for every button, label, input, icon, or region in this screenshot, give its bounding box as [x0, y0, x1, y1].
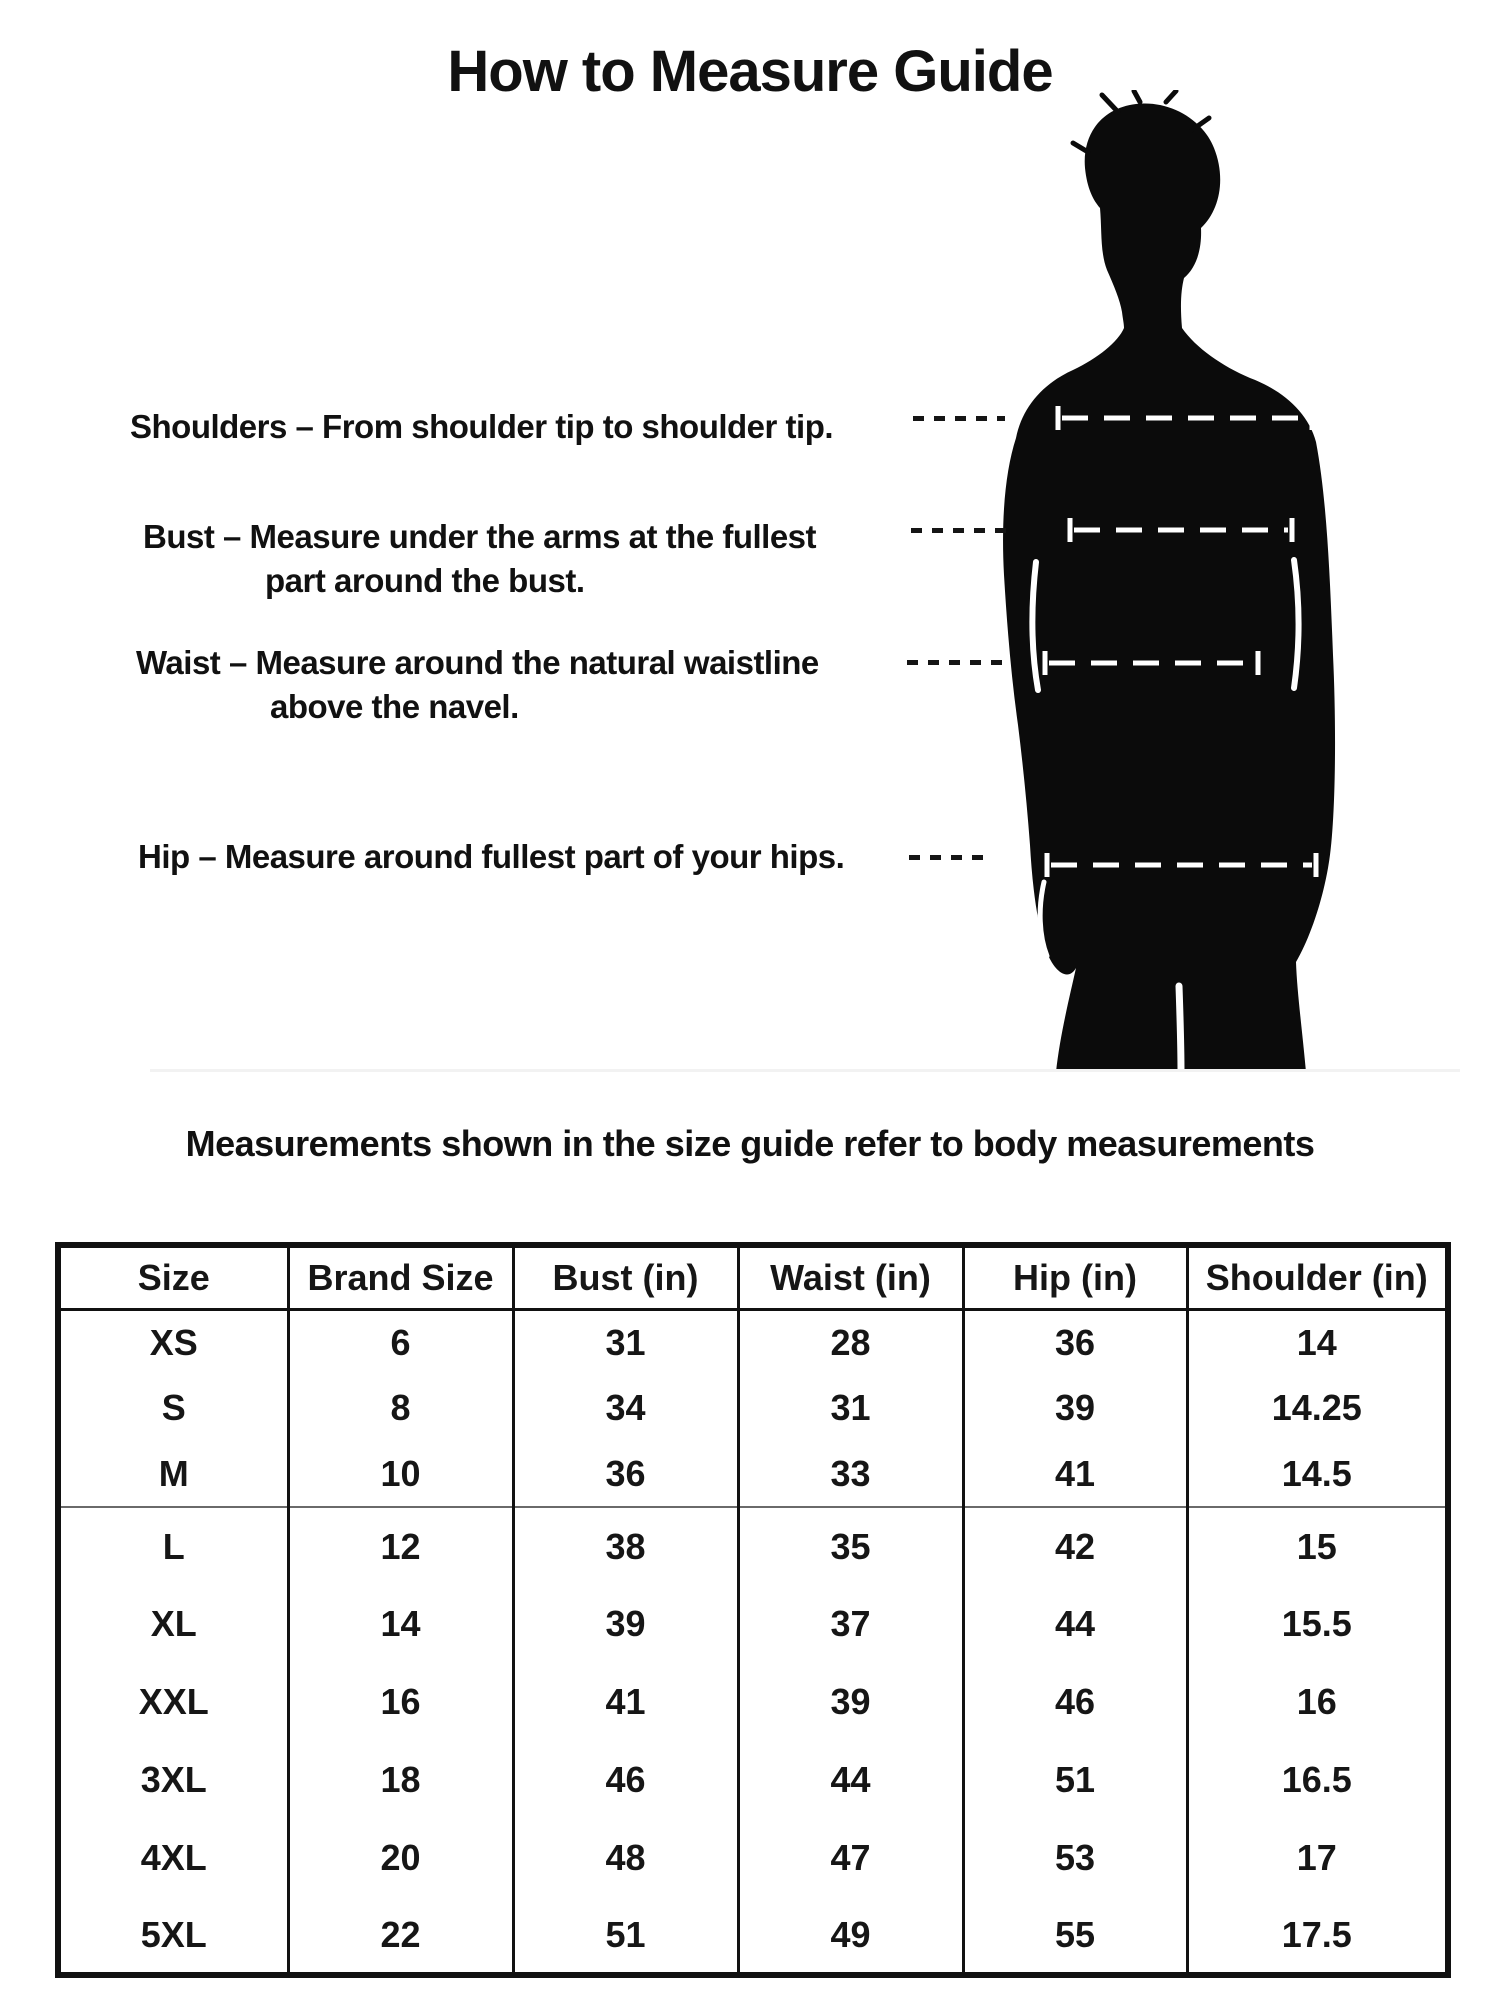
- table-cell: 51: [963, 1741, 1187, 1819]
- table-cell: 44: [963, 1585, 1187, 1663]
- column-header: Size: [137, 1256, 210, 1298]
- table-cell: 39: [963, 1375, 1187, 1441]
- table-cell: 39: [513, 1585, 738, 1663]
- table-cell: 16: [288, 1663, 513, 1741]
- bust-label-text: Bust – Measure under the arms at the fullest: [143, 518, 817, 555]
- column-header: Waist (in): [738, 1245, 963, 1309]
- table-cell: 8: [288, 1375, 513, 1441]
- hip-label-text: Hip – Measure around fullest part of your hips.: [138, 838, 845, 875]
- table-cell: 47: [738, 1819, 963, 1897]
- table-cell: 15.5: [1187, 1585, 1448, 1663]
- table-row: [58, 1585, 1448, 1663]
- table-cell: 22: [288, 1897, 513, 1975]
- table-cell: 4XL: [140, 1837, 207, 1878]
- table-row: [58, 1897, 1448, 1975]
- table-cell: 48: [513, 1819, 738, 1897]
- table-row: [58, 1819, 1448, 1897]
- table-cell: 6: [288, 1309, 513, 1375]
- table-cell: 36: [513, 1441, 738, 1507]
- table-cell: 44: [738, 1741, 963, 1819]
- figure-cutoff-edge: [150, 1069, 1460, 1072]
- table-cell: 41: [963, 1441, 1187, 1507]
- page-title: How to Measure Guide: [447, 39, 1053, 104]
- table-cell: 14: [1187, 1309, 1448, 1375]
- table-cell: 51: [513, 1897, 738, 1975]
- table-cell: 14.5: [1187, 1441, 1448, 1507]
- table-row: [58, 1507, 1448, 1585]
- table-row: [58, 1375, 1448, 1441]
- table-cell: 42: [963, 1507, 1187, 1585]
- table-cell: S: [161, 1387, 186, 1428]
- table-row: [58, 1741, 1448, 1819]
- table-cell: 16.5: [1187, 1741, 1448, 1819]
- table-cell: 3XL: [140, 1759, 207, 1800]
- table-cell: 14.25: [1187, 1375, 1448, 1441]
- table-cell: 53: [963, 1819, 1187, 1897]
- table-cell: XS: [149, 1321, 198, 1363]
- table-cell: 10: [288, 1441, 513, 1507]
- table-row: [58, 1663, 1448, 1741]
- size-chart-table: [55, 1242, 1451, 1978]
- table-cell: M: [158, 1452, 189, 1494]
- bust-leader-line: [911, 528, 1008, 533]
- table-row: [58, 1309, 1448, 1375]
- table-cell: 37: [738, 1585, 963, 1663]
- table-cell: 28: [738, 1309, 963, 1375]
- bust-label-text-2: part around the bust.: [265, 562, 585, 599]
- table-cell: L: [162, 1525, 185, 1567]
- table-cell: 12: [288, 1507, 513, 1585]
- shoulders-leader-line: [913, 416, 1005, 421]
- table-cell: 15: [1187, 1507, 1448, 1585]
- column-header: Hip (in): [963, 1245, 1187, 1309]
- body-measurements-note: Measurements shown in the size guide refer to body measurements: [185, 1123, 1315, 1164]
- table-cell: 34: [513, 1375, 738, 1441]
- column-header: Shoulder (in): [1187, 1245, 1448, 1309]
- table-cell: 55: [963, 1897, 1187, 1975]
- table-cell: 46: [513, 1741, 738, 1819]
- table-row: [58, 1441, 1448, 1507]
- table-cell: XL: [150, 1603, 197, 1644]
- table-cell: 35: [738, 1507, 963, 1585]
- hip-leader-line: [909, 855, 985, 860]
- table-cell: 17.5: [1187, 1897, 1448, 1975]
- waist-label: [136, 641, 819, 729]
- waist-leader-line: [907, 660, 1005, 665]
- shoulders-label-text: Shoulders – From shoulder tip to shoulder tip.: [130, 408, 834, 445]
- table-cell: 5XL: [140, 1913, 207, 1955]
- table-cell: 31: [513, 1309, 738, 1375]
- waist-label-text: Waist – Measure around the natural waistline: [136, 644, 819, 681]
- table-cell: 39: [738, 1663, 963, 1741]
- body-silhouette-figure: [830, 90, 1375, 1078]
- shoulders-label: [130, 405, 833, 449]
- column-header: Bust (in): [513, 1245, 738, 1309]
- table-cell: 17: [1187, 1819, 1448, 1897]
- table-cell: 49: [738, 1897, 963, 1975]
- table-cell: 36: [963, 1309, 1187, 1375]
- silhouette-svg: [830, 90, 1375, 1078]
- size-chart-header-row: [58, 1245, 1448, 1309]
- table-cell: 14: [288, 1585, 513, 1663]
- table-cell: 31: [738, 1375, 963, 1441]
- table-cell: XXL: [138, 1681, 209, 1722]
- bust-label: [143, 515, 816, 603]
- hip-label: [138, 835, 844, 879]
- table-cell: 38: [513, 1507, 738, 1585]
- table-cell: 18: [288, 1741, 513, 1819]
- silhouette-body: [1003, 103, 1335, 1072]
- column-header: Brand Size: [288, 1245, 513, 1309]
- table-cell: 20: [288, 1819, 513, 1897]
- table-cell: 33: [738, 1441, 963, 1507]
- table-cell: 46: [963, 1663, 1187, 1741]
- waist-label-text-2: above the navel.: [270, 688, 519, 725]
- table-cell: 41: [513, 1663, 738, 1741]
- table-cell: 16: [1187, 1663, 1448, 1741]
